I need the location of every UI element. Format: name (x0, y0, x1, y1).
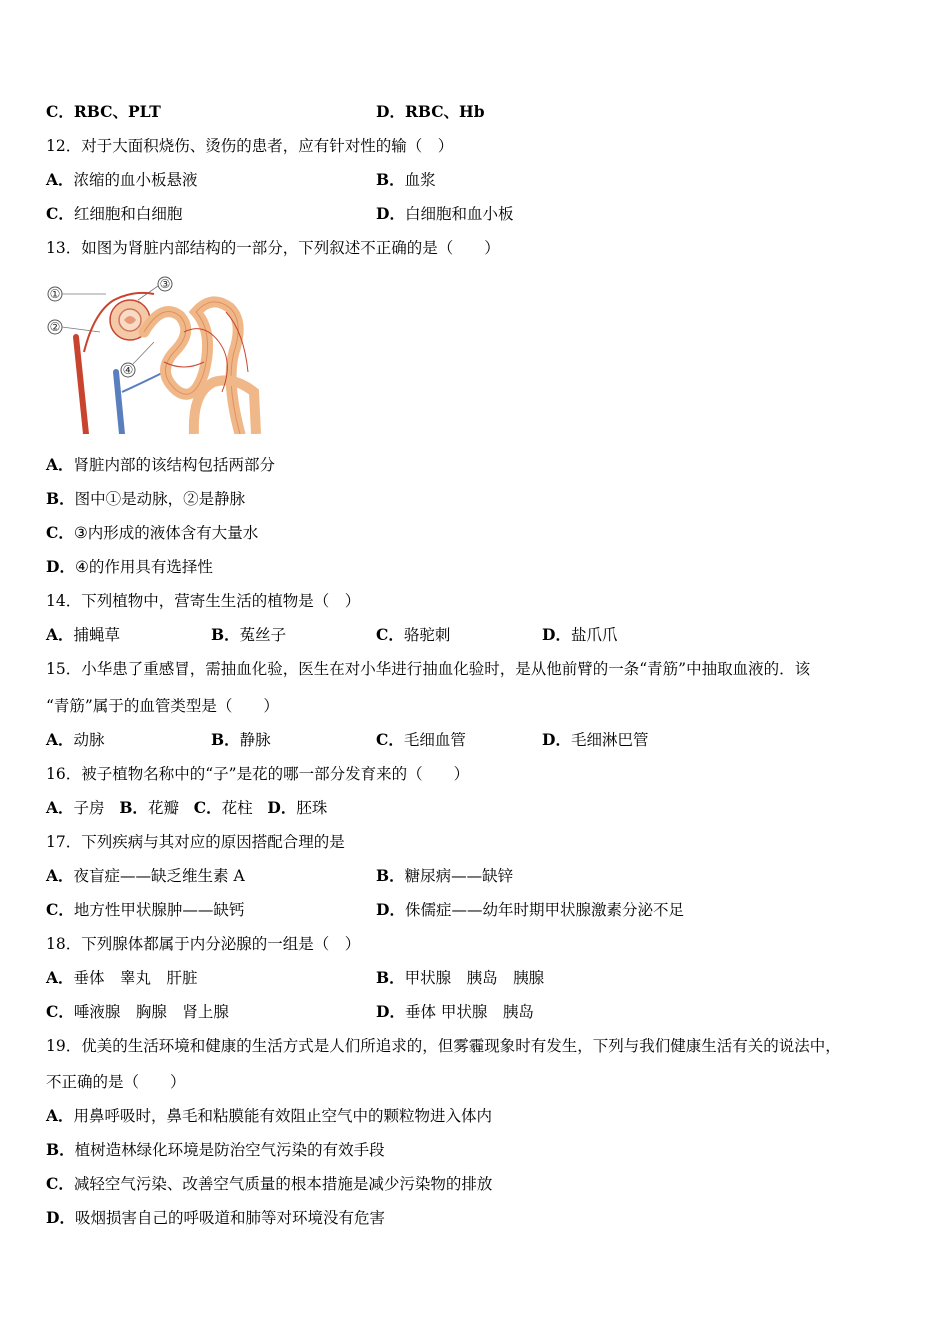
q14-option-d-text: 盐爪爪 (570, 626, 618, 644)
kidney-nephron-figure (44, 272, 264, 434)
label-3: ③ (159, 277, 171, 291)
q13-option-c-label: C． (46, 523, 74, 542)
q15-option-c-text: 毛细血管 (403, 731, 466, 749)
q13-option-d (46, 557, 213, 577)
q11-option-c (46, 102, 161, 122)
q12-option-d-text: 白细胞和血小板 (404, 205, 514, 223)
q19-option-a-label: A． (46, 1106, 74, 1125)
q18-option-c-text: 唾液腺 胸腺 肾上腺 (73, 1003, 229, 1021)
q19-stem-line2: 不正确的是（ ） (46, 1073, 186, 1091)
q11-option-d-text: RBC、Hb (404, 102, 485, 121)
q17-stem: 17．下列疾病与其对应的原因搭配合理的是 (46, 833, 345, 851)
q12-stem: 12．对于大面积烧伤、烫伤的患者，应有针对性的输（ ） (46, 137, 454, 155)
q19-option-c-text: 减轻空气污染、改善空气质量的根本措施是减少污染物的排放 (73, 1175, 493, 1193)
q17-option-a (46, 866, 245, 886)
q15-option-b (211, 730, 271, 750)
q14-option-a (46, 625, 120, 645)
q17-option-a-text: 夜盲症——缺乏维生素 A (73, 867, 245, 885)
q11-option-c-label: C． (46, 102, 74, 121)
q17-option-d-text: 侏儒症——幼年时期甲状腺激素分泌不足 (404, 901, 684, 919)
q15-option-a-label: A． (46, 730, 74, 749)
q14-option-c-label: C． (376, 625, 404, 644)
q16-stem: 16．被子植物名称中的“子”是花的哪一部分发育来的（ ） (46, 765, 470, 783)
q18-option-d (376, 1002, 534, 1022)
q17-option-b (376, 866, 513, 886)
q17-option-c-label: C． (46, 900, 74, 919)
q12-option-a-text: 浓缩的血小板悬液 (73, 171, 198, 189)
q14-option-b-label: B． (211, 625, 240, 644)
q18-option-a-label: A． (46, 968, 74, 987)
q16-option-c-text: 花柱 (221, 799, 253, 817)
q18-option-a (46, 968, 198, 988)
q18-option-d-label: D． (376, 1002, 405, 1021)
label-2: ② (49, 320, 61, 334)
q16-option-c-label: C． (193, 798, 222, 817)
q13-option-a-label: A． (46, 455, 74, 474)
q19-option-b-text: 植树造林绿化环境是防治空气污染的有效手段 (74, 1141, 385, 1159)
q13-option-a (46, 455, 275, 475)
q17-option-a-label: A． (46, 866, 74, 885)
q18-stem: 18．下列腺体都属于内分泌腺的一组是（ ） (46, 935, 361, 953)
q16-option-d-label: D． (267, 798, 297, 817)
q13-option-b-text: 图中①是动脉，②是静脉 (74, 490, 246, 508)
q12-option-c-text: 红细胞和白细胞 (73, 205, 183, 223)
q12-option-b-label: B． (376, 170, 405, 189)
q16-option-b-text: 花瓣 (147, 799, 179, 817)
q19-option-c (46, 1174, 492, 1194)
q19-option-b (46, 1140, 385, 1160)
q17-option-c-text: 地方性甲状腺肿——缺钙 (73, 901, 245, 919)
q16-options (46, 798, 327, 818)
q18-option-c-label: C． (46, 1002, 74, 1021)
q19-option-d-text: 吸烟损害自己的呼吸道和肺等对环境没有危害 (74, 1209, 385, 1227)
q14-option-a-label: A． (46, 625, 74, 644)
q18-option-b-label: B． (376, 968, 405, 987)
q13-stem: 13．如图为肾脏内部结构的一部分，下列叙述不正确的是（ ） (46, 239, 500, 257)
q13-option-d-text: ④的作用具有选择性 (74, 558, 213, 576)
q15-option-b-text: 静脉 (239, 731, 271, 749)
q14-option-c (376, 625, 450, 645)
q15-option-d-text: 毛细淋巴管 (570, 731, 649, 749)
q13-option-c-text: ③内形成的液体含有大量水 (73, 524, 259, 542)
q13-option-d-label: D． (46, 557, 75, 576)
q15-option-a (46, 730, 105, 750)
q18-option-b-text: 甲状腺 胰岛 胰腺 (404, 969, 545, 987)
q14-option-c-text: 骆驼刺 (403, 626, 451, 644)
q13-option-b-label: B． (46, 489, 75, 508)
q16-option-a-text: 子房 (73, 799, 105, 817)
q13-option-c (46, 523, 258, 543)
q17-option-b-text: 糖尿病——缺锌 (404, 867, 514, 885)
q19-option-a-text: 用鼻呼吸时，鼻毛和粘膜能有效阻止空气中的颗粒物进入体内 (73, 1107, 493, 1125)
q12-option-b-text: 血浆 (404, 171, 436, 189)
q18-option-a-text: 垂体 睾丸 肝脏 (73, 969, 198, 987)
q11-option-c-text: RBC、PLT (73, 102, 161, 121)
label-4: ④ (122, 363, 134, 377)
q19-option-c-label: C． (46, 1174, 74, 1193)
q15-option-b-label: B． (211, 730, 240, 749)
q15-option-c-label: C． (376, 730, 404, 749)
q19-stem-line1: 19．优美的生活环境和健康的生活方式是人们所追求的，但雾霾现象时有发生，下列与我们健康生活有关的说法中， (46, 1037, 841, 1055)
q16-option-d-text: 胚珠 (296, 799, 328, 817)
q15-option-c (376, 730, 466, 750)
q17-option-d-label: D． (376, 900, 405, 919)
q12-option-d (376, 204, 513, 224)
q12-option-c-label: C． (46, 204, 74, 223)
q14-option-d-label: D． (542, 625, 571, 644)
q13-option-a-text: 肾脏内部的该结构包括两部分 (73, 456, 276, 474)
q12-option-a (46, 170, 198, 190)
q15-option-d-label: D． (542, 730, 571, 749)
q15-option-a-text: 动脉 (73, 731, 105, 749)
q19-option-a (46, 1106, 492, 1126)
q16-option-a-label: A． (46, 798, 74, 817)
q14-stem: 14．下列植物中，营寄生生活的植物是（ ） (46, 592, 361, 610)
q11-option-d (376, 102, 485, 122)
q18-option-b (376, 968, 544, 988)
q18-option-d-text: 垂体 甲状腺 胰岛 (404, 1003, 534, 1021)
q17-option-d (376, 900, 684, 920)
q12-option-b (376, 170, 436, 190)
q14-option-a-text: 捕蝇草 (73, 626, 121, 644)
q17-option-b-label: B． (376, 866, 405, 885)
q16-option-b-label: B． (119, 798, 148, 817)
q14-option-d (542, 625, 617, 645)
label-1: ① (49, 287, 61, 301)
q18-option-c (46, 1002, 229, 1022)
q11-option-d-label: D． (376, 102, 405, 121)
q12-option-d-label: D． (376, 204, 405, 223)
q15-option-d (542, 730, 648, 750)
q12-option-a-label: A． (46, 170, 74, 189)
q17-option-c (46, 900, 244, 920)
q19-option-d-label: D． (46, 1208, 75, 1227)
q12-option-c (46, 204, 182, 224)
q15-stem-line2: “青筋”属于的血管类型是（ ） (46, 697, 279, 715)
q19-option-b-label: B． (46, 1140, 75, 1159)
q19-option-d (46, 1208, 385, 1228)
q15-stem-line1: 15．小华患了重感冒，需抽血化验，医生在对小华进行抽血化验时，是从他前臂的一条“青筋”中抽取血液的．该 (46, 660, 811, 678)
q14-option-b (211, 625, 286, 645)
q14-option-b-text: 菟丝子 (239, 626, 287, 644)
q13-option-b (46, 489, 245, 509)
